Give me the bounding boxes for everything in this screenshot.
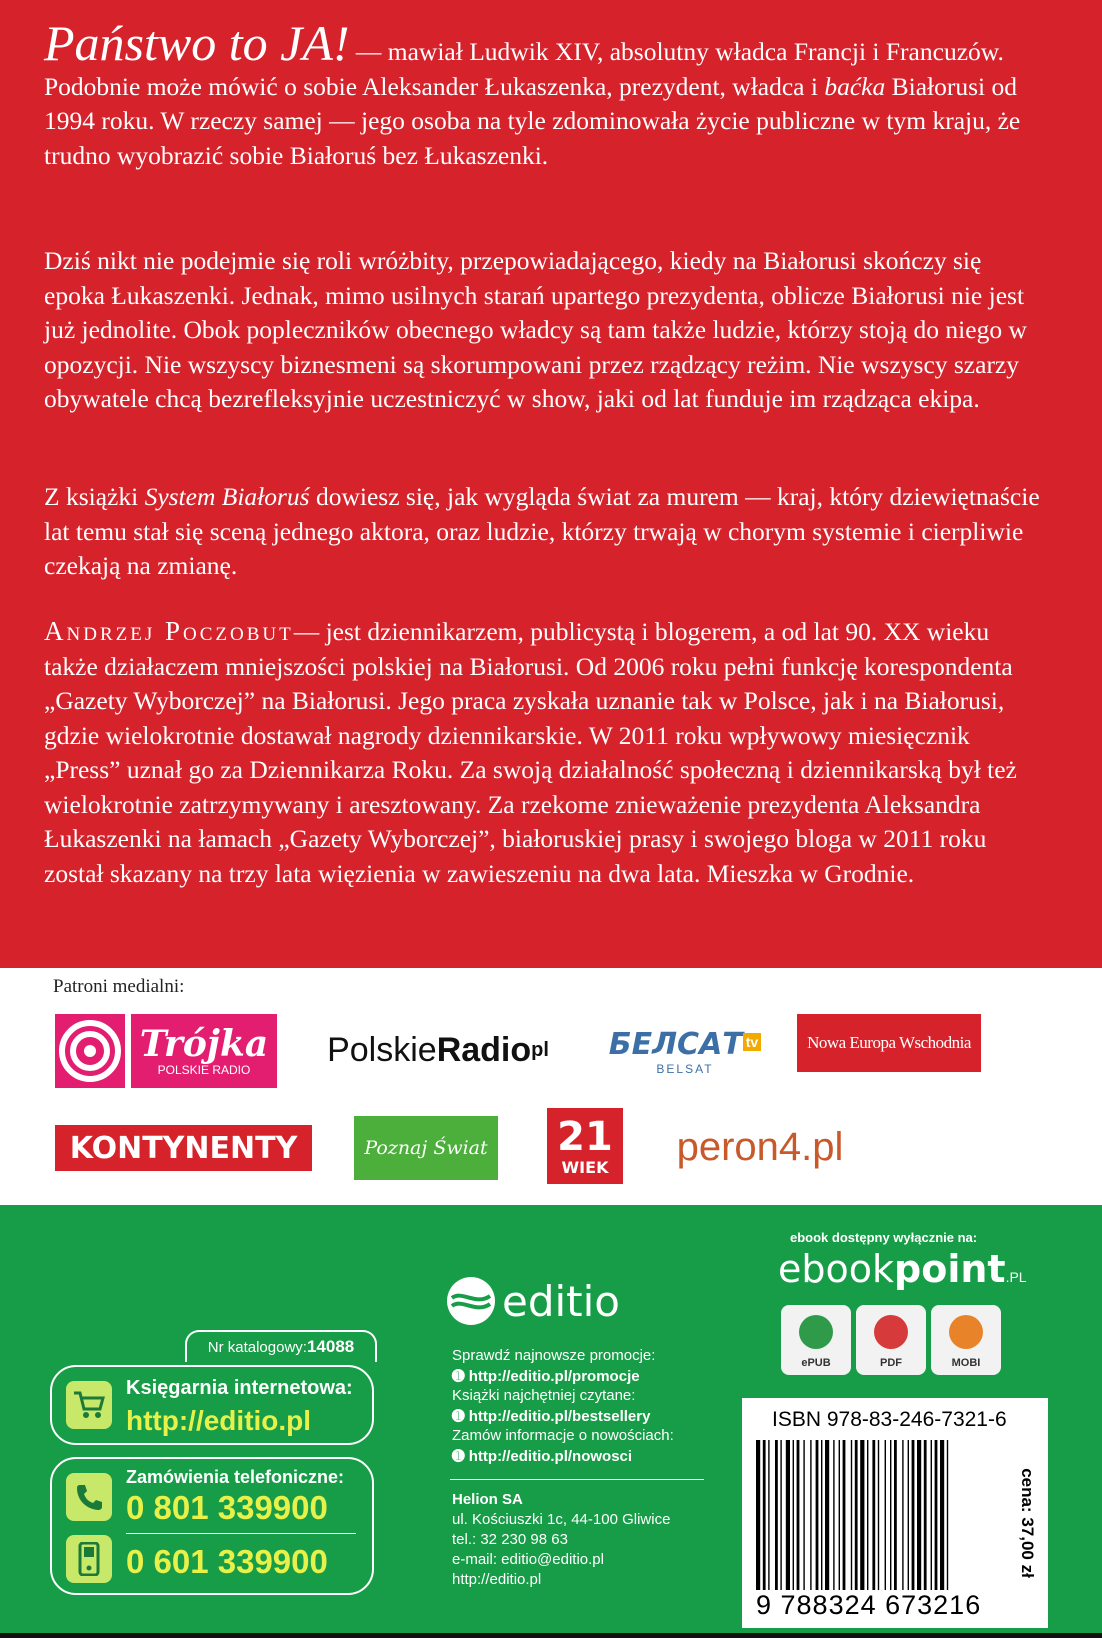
editio-logo: [446, 1273, 620, 1329]
belsat-sub: BELSAT: [656, 1061, 714, 1076]
arrow-icon: ➊: [452, 1368, 469, 1385]
barcode-box: [742, 1398, 1048, 1628]
ebookpoint-part-a: ebook: [778, 1247, 895, 1291]
company-website[interactable]: http://editio.pl: [452, 1571, 542, 1588]
company-phone: tel.: 32 230 98 63: [452, 1531, 568, 1548]
arrow-icon: ➊: [452, 1408, 469, 1425]
bestsellers-link[interactable]: [452, 1407, 650, 1425]
polskie-radio-logo: [308, 1020, 568, 1080]
patrons-label: Patroni medialni:: [53, 976, 185, 997]
book-title: System Białoruś: [144, 482, 310, 511]
polskie-radio-part-a: Polskie: [327, 1030, 437, 1069]
shopping-cart-icon: [66, 1381, 112, 1429]
trojka-sub: POLSKIE RADIO: [157, 1063, 251, 1077]
trojka-target-icon: [55, 1014, 125, 1088]
shop-label: Księgarnia internetowa:: [126, 1377, 353, 1399]
pdf-label: PDF: [880, 1357, 902, 1369]
info-divider: [450, 1479, 704, 1480]
bestsellers-url[interactable]: http://editio.pl/bestsellery: [468, 1408, 651, 1425]
pdf-format-icon: [856, 1305, 926, 1375]
news-url[interactable]: http://editio.pl/nowosci: [468, 1448, 633, 1465]
phone-number-2[interactable]: 0 601 339900: [126, 1543, 328, 1580]
nowa-europa-name: Nowa Europa Wschodnia: [807, 1033, 971, 1052]
poznaj-swiat-name: Poznaj Świat: [364, 1137, 488, 1159]
21-wiek-logo: [547, 1108, 623, 1184]
editio-wave-icon: [446, 1276, 496, 1326]
paragraph-text: Białorusi od 1994 roku. W rzeczy samej — jego osoba na tyle zdominowała życie publiczne w tym kraju, że trudno wyobrazić sobie Białoruś bez Łukaszenki.: [44, 71, 1021, 170]
shop-url[interactable]: http://editio.pl: [126, 1405, 312, 1436]
ebookpoint-logo: [778, 1247, 1027, 1291]
mobile-phone-icon: [66, 1535, 112, 1583]
mobi-label: MOBI: [951, 1357, 981, 1369]
company-address: ul. Kościuszki 1c, 44-100 Gliwice: [452, 1511, 671, 1528]
ebook-note: ebook dostępny wyłącznie na:: [790, 1230, 978, 1245]
lead-quote: Państwo to JA!: [44, 15, 350, 71]
paragraph-text: — mawiał Ludwik XIV, absolutny władca Francji i Francuzów. Podobnie może mówić o sobie Aleksander Łukaszenka, prezydent, władca i: [44, 37, 1004, 101]
epub-format-icon: [781, 1305, 851, 1375]
price-container: [1012, 1428, 1042, 1618]
bestsellers-label: Książki najchętniej czytane:: [452, 1387, 636, 1404]
promo-label: Sprawdź najnowsze promocje:: [452, 1347, 656, 1364]
paragraph-text: Z książki: [44, 482, 145, 511]
catalog-label: Nr katalogowy:: [207, 1338, 307, 1356]
media-patrons-section: [0, 968, 1102, 1205]
belsat-logo: [600, 1018, 770, 1084]
epub-label: ePUB: [801, 1357, 831, 1369]
author-bio: [44, 614, 1044, 891]
catalog-number: 14088: [306, 1337, 355, 1356]
editio-name: editio: [502, 1276, 621, 1326]
ebookpoint-part-b: point: [894, 1247, 1006, 1291]
wiek-number: 21: [557, 1113, 613, 1160]
trojka-logo: [55, 1014, 277, 1088]
phone-orders-box: [50, 1457, 374, 1595]
trojka-name: Trójka: [139, 1023, 269, 1065]
promo-link[interactable]: [452, 1367, 640, 1385]
polskie-radio-part-c: pl: [531, 1038, 549, 1061]
isbn-text: ISBN 978-83-246-7321-6: [772, 1408, 1007, 1431]
company-email[interactable]: e-mail: editio@editio.pl: [452, 1551, 604, 1568]
kontynenty-logo: [55, 1125, 312, 1171]
kontynenty-name: KONTYNENTY: [69, 1130, 298, 1166]
price: cena: 37,00 zł: [1018, 1468, 1037, 1578]
ebookpoint-part-c: .PL: [1005, 1269, 1027, 1285]
poznaj-swiat-logo: [354, 1116, 498, 1180]
belsat-name: БЕЛСАТ: [608, 1026, 743, 1062]
phone-label: Zamówienia telefoniczne:: [126, 1467, 345, 1487]
phone-number-1[interactable]: 0 801 339900: [126, 1489, 328, 1526]
nowa-europa-wschodnia-logo: [797, 1014, 981, 1072]
news-link[interactable]: [452, 1447, 632, 1465]
paragraph-text: dowiesz się, jak wygląda świat za murem — kraj, który dziewiętnaście lat temu stał się sceną jednego aktora, oraz ludzie, którzy trwają w chorym systemie i cierpliwie czekają na zmianę.: [44, 482, 1040, 580]
peron4-logo: [670, 1118, 850, 1176]
peron4-name: peron4.pl: [676, 1124, 844, 1169]
polskie-radio-part-b: Radio: [436, 1030, 532, 1069]
mobi-format-icon: [931, 1305, 1001, 1375]
barcode-icon: [756, 1440, 1002, 1590]
promo-url[interactable]: http://editio.pl/promocje: [468, 1368, 640, 1385]
company-name: Helion SA: [452, 1491, 523, 1508]
arrow-icon: ➊: [452, 1448, 469, 1465]
belsat-tv-badge: tv: [743, 1033, 761, 1051]
publisher-footer: [0, 1205, 1102, 1633]
blurb-paragraph-2: Dziś nikt nie podejmie się roli wróżbity, przepowiadającego, kiedy na Białorusi skończy się epoka Łukaszenki. Jednak, mimo usilnych starań upartego prezydenta, oblicze Białorusi nie jest już jednolite. Obok popleczników obecnego władcy są tam także ludzie, którzy stoją do niego w opozycji. Nie wszyscy biznesmeni są skorumpowani przez rządzący reżim. Nie wszyscy szarzy obywatele chcą bezrefleksyjnie uczestniczyć w show, jaki od lat funduje im rządząca ekipa.: [44, 246, 1027, 413]
phone-icon: [66, 1473, 112, 1521]
blurb-paragraph-1: [44, 15, 1044, 173]
author-bio-text: — jest dziennikarzem, publicystą i blogerem, a od lat 90. XX wieku także działaczem mniejszości polskiej na Białorusi. Od 2006 roku pełni funkcję korespondenta „Gazety Wyborczej” na Białorusi. Jego praca zyskała uznanie tak w Polsce, jak i na Białorusi, gdzie wielokrotnie dostawał nagrody dziennikarskie. W 2011 roku wpływowy miesięcznik „Press” uznał go za Dziennikarza Roku. Za swoją działalność społeczną i dziennikarską był też wielokrotnie zatrzymywany i aresztowany. Za rzekome znieważenie prezydenta Aleksandra Łukaszenki na łamach „Gazety Wyborczej”, białoruskiej prasy i swojego bloga w 2011 roku został skazany na trzy lata więzienia w zawieszeniu na dwa lata. Mieszka w Grodnie.: [44, 617, 1017, 888]
italic-word: baćka: [824, 71, 886, 101]
catalog-number-box: [185, 1330, 377, 1362]
blurb-paragraph-3: [44, 480, 1044, 584]
author-name: Andrzej Poczobut: [44, 616, 294, 646]
news-label: Zamów informacje o nowościach:: [452, 1427, 674, 1444]
online-shop-box[interactable]: [50, 1365, 374, 1445]
wiek-word: WIEK: [561, 1157, 609, 1177]
phone-divider: [126, 1533, 356, 1534]
trojka-wordmark: [131, 1014, 277, 1088]
barcode-digits: 9 788324 673216: [756, 1590, 982, 1620]
